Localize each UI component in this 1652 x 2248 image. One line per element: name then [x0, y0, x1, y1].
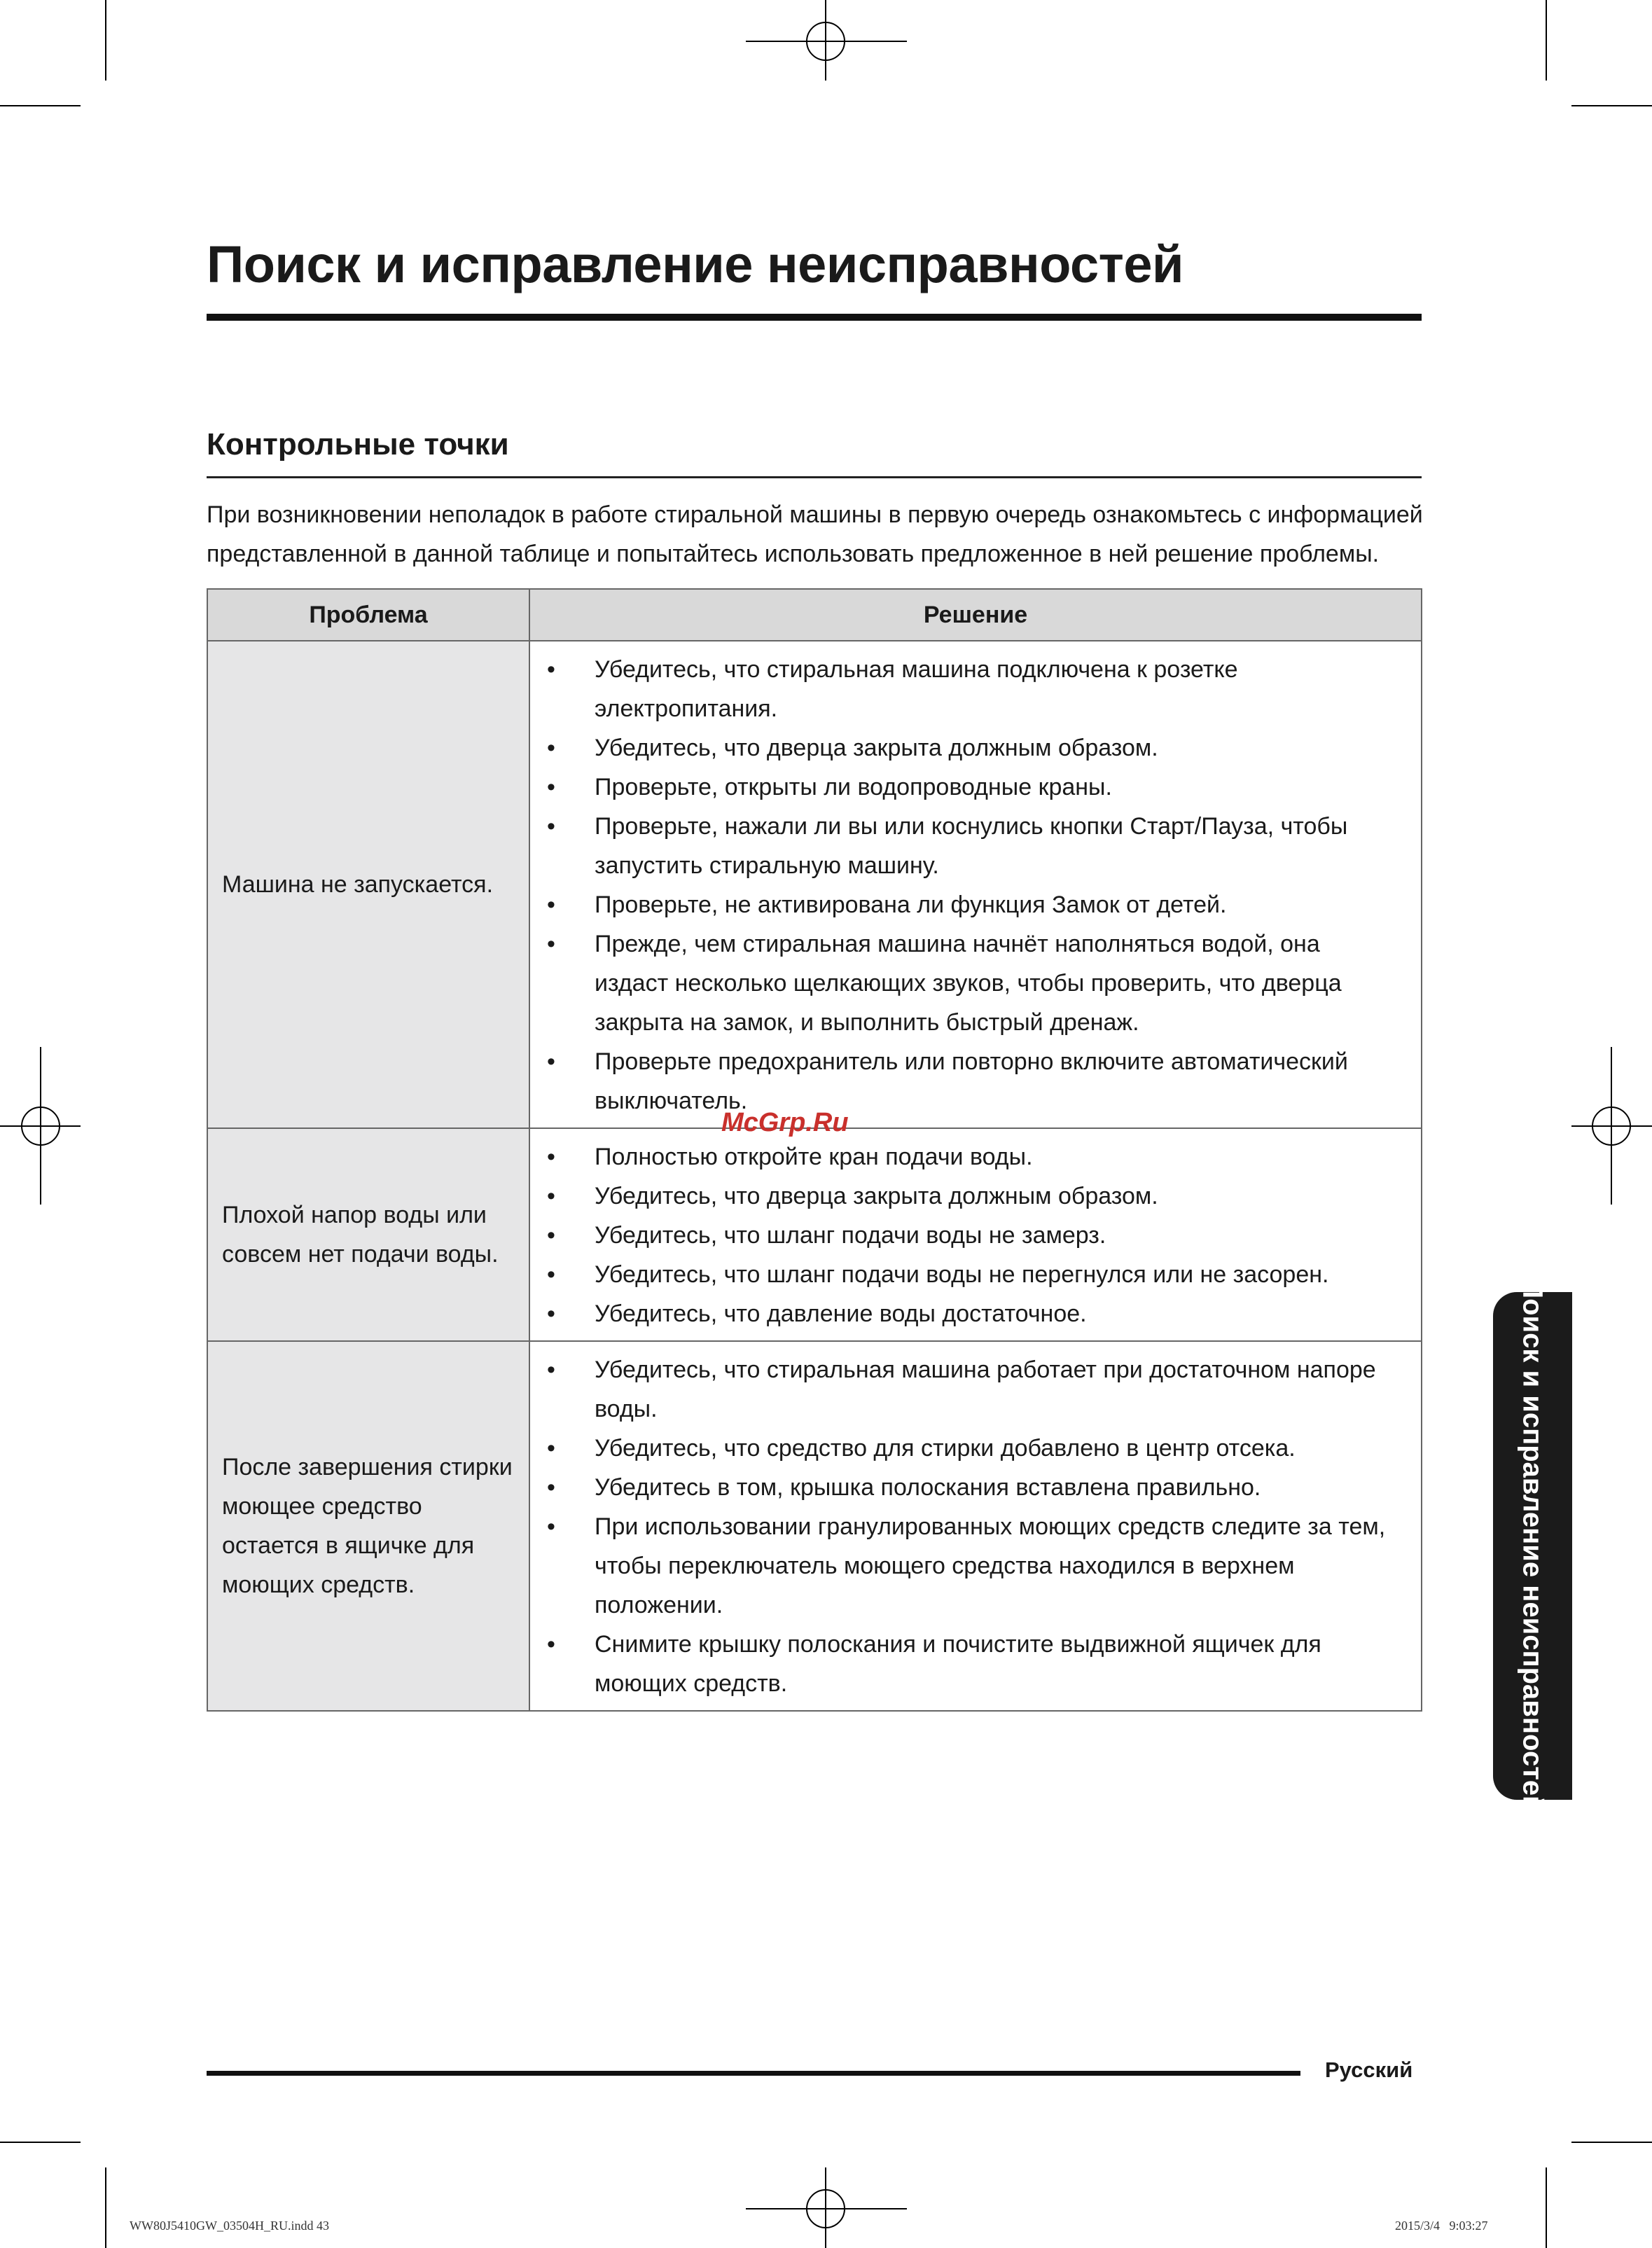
- solution-item: • Убедитесь, что шланг подачи воды не замерз.: [546, 1216, 1400, 1255]
- solution-item: • При использовании гранулированных моющих средств следите за тем, чтобы переключатель моющего средства находился в верхнем положении.: [546, 1507, 1400, 1625]
- solution-cell: [529, 641, 1422, 1128]
- title-divider: [207, 314, 1422, 321]
- solution-item: • Убедитесь, что дверца закрыта должным образом.: [546, 1177, 1400, 1216]
- problem-cell: После завершения стирки моющее средство остается в ящичке для моющих средств.: [207, 1341, 529, 1711]
- solution-item: • Прежде, чем стиральная машина начнёт наполняться водой, она издаст несколько щелкающих звуков, чтобы проверить, что дверца закрыта на замок, и выполнить быстрый дренаж.: [546, 924, 1400, 1042]
- solution-cell: [529, 1128, 1422, 1341]
- solution-list: [546, 1137, 1400, 1333]
- page-title: Поиск и исправление неисправностей: [207, 235, 1184, 293]
- solution-item: • Проверьте предохранитель или повторно включите автоматический выключатель.: [546, 1042, 1400, 1120]
- section-title: Контрольные точки: [207, 427, 509, 462]
- table-row: [207, 1128, 1422, 1341]
- solution-item: • Проверьте, открыты ли водопроводные краны.: [546, 768, 1400, 807]
- solution-item: • Проверьте, не активирована ли функция Замок от детей.: [546, 885, 1400, 924]
- print-file-slug: WW80J5410GW_03504H_RU.indd 43: [130, 2219, 329, 2233]
- solution-item: • Убедитесь, что шланг подачи воды не перегнулся или не засорен.: [546, 1255, 1400, 1294]
- solution-list: [546, 650, 1400, 1120]
- solution-item: • Убедитесь, что стиральная машина работает при достаточном напоре воды.: [546, 1350, 1400, 1429]
- solution-item: • Убедитесь, что дверца закрыта должным образом.: [546, 728, 1400, 768]
- print-date-slug: 2015/3/4 9:03:27: [1395, 2219, 1488, 2233]
- footer-divider: [207, 2071, 1300, 2076]
- side-chapter-tab: [1493, 1278, 1572, 1813]
- side-tab-label: Поиск и исправление неисправностей: [1517, 1278, 1548, 1813]
- solution-item: • Убедитесь, что средство для стирки добавлено в центр отсека.: [546, 1429, 1400, 1468]
- header-problem: Проблема: [207, 589, 529, 641]
- footer-language: Русский: [1325, 2058, 1413, 2082]
- intro-paragraph: При возникновении неполадок в работе стиральной машины в первую очередь ознакомьтесь с информацией представленной в данной таблице и попытайтесь использовать предложенное в ней решение проблемы.: [207, 501, 1423, 567]
- troubleshooting-table: [207, 588, 1422, 1712]
- solution-item: • Полностью откройте кран подачи воды.: [546, 1137, 1400, 1177]
- solution-cell: [529, 1341, 1422, 1711]
- section-divider: [207, 476, 1422, 478]
- solution-item: • Снимите крышку полоскания и почистите выдвижной ящичек для моющих средств.: [546, 1625, 1400, 1703]
- solution-list: [546, 1350, 1400, 1703]
- table-header-row: [207, 589, 1422, 641]
- solution-item: • Убедитесь, что стиральная машина подключена к розетке электропитания.: [546, 650, 1400, 728]
- table-row: [207, 641, 1422, 1128]
- table-row: [207, 1341, 1422, 1711]
- solution-item: • Убедитесь, что давление воды достаточное.: [546, 1294, 1400, 1333]
- problem-cell: Машина не запускается.: [207, 641, 529, 1128]
- solution-item: • Убедитесь в том, крышка полоскания вставлена правильно.: [546, 1468, 1400, 1507]
- problem-cell: Плохой напор воды или совсем нет подачи воды.: [207, 1128, 529, 1341]
- watermark: McGrp.Ru: [721, 1108, 849, 1137]
- solution-item: • Проверьте, нажали ли вы или коснулись кнопки Старт/Пауза, чтобы запустить стиральную машину.: [546, 807, 1400, 885]
- header-solution: Решение: [529, 589, 1422, 641]
